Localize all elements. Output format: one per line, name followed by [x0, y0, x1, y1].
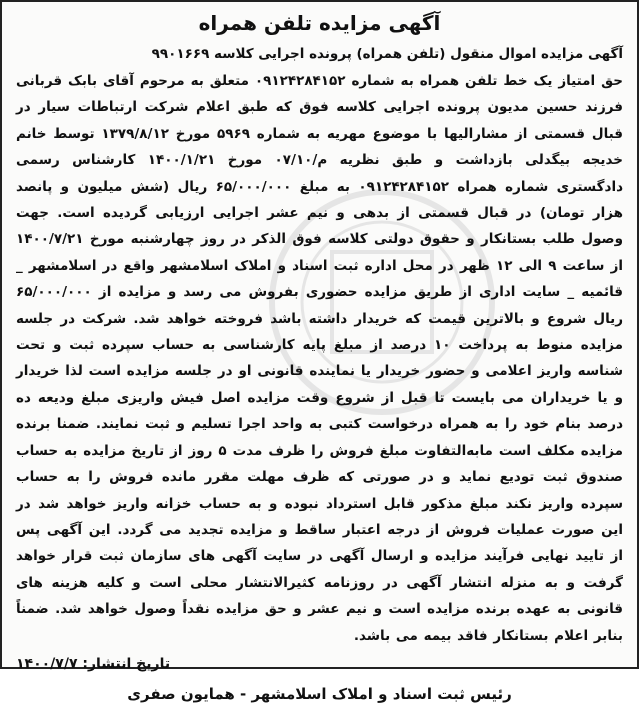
notice-body: حق امتیاز یک خط تلفن همراه به شماره ۰۹۱۲۴۲۸۴۱۵۲ متعلق به مرحوم آقای بابک قربانی فرزند حسین مدیون پرونده اجرایی کلاسه فوق که طبق اعلام شرکت ارتباطات سیار در قبال قسمتی از مشارالیها با موضوع مهریه به شماره ۵۹۶۹ مورخ ۱۳۷۹/۸/۱۲ توسط خانم خدیجه بیگدلی بازداشت و طبق نظریه م/۰۷/۱۰ مورخ ۱۴۰۰/۱/۲۱ کارشناس رسمی دادگستری شماره همراه ۰۹۱۲۴۲۸۴۱۵۲ به مبلغ ۶۵/۰۰۰/۰۰۰ ریال (شش میلیون و پانصد هزار تومان) در قبال قسمتی از بدهی و نیم عشر اجرایی ارزیابی گردیده است. جهت وصول طلب بستانکار و حقوق دولتی کلاسه فوق الذکر در روز چهارشنبه مورخ ۱۴۰۰/۷/۲۱ از ساعت ۹ الی ۱۲ ظهر در محل اداره ثبت اسناد و املاک اسلامشهر واقع در اسلامشهر _ قائمیه _ سایت اداری از طریق مزایده حضوری بفروش می رسد و مزایده از ۶۵/۰۰۰/۰۰۰ ریال شروع و بالاترین قیمت که خریدار داشته باشد فروخته خواهد شد. شرکت در جلسه مزایده منوط به پرداخت ۱۰ درصد از مبلغ پایه کارشناسی به حساب سپرده ثبت و تحت شناسه واریز اعلامی و حضور خریدار یا نماینده قانونی او در جلسه مزایده است لذا خریدار و یا خریداران می بایست تا قبل از شروع وقت مزایده اصل فیش واریزی مبلغ ودیعه ده درصد بنام خود را به همراه درخواست کتبی به واحد اجرا تسلیم و ثبت نمایند. ضمنا برنده مزایده مکلف است مابه‌التفاوت مبلغ فروش را ظرف مدت ۵ روز از تاریخ مزایده به حساب صندوق ثبت تودیع نماید و در صورتی که ظرف مهلت مقرر مانده فروش را به حساب سپرده واریز نکند مبلغ مذکور قابل استرداد نبوده و به حساب خزانه واریز خواهد شد در این صورت عملیات فروش از درجه اعتبار ساقط و مزایده تجدید می گردد. این آگهی پس از تایید نهایی فرآیند مزایده و ارسال آگهی در سایت آگهی های سازمان ثبت قرار خواهد گرفت و به منزله انتشار آگهی در روزنامه کثیرالانتشار محلی است و کلیه هزینه های قانونی به عهده برنده مزایده است و نیم عشر و حق مزایده نقداً وصول خواهد شد. ضمناً بنابر اعلام بستانکار فاقد بیمه می باشد.: [16, 73, 624, 644]
notice-subtitle: آگهی مزایده اموال منقول (تلفن همراه) پرونده اجرایی کلاسه ۹۹۰۱۶۶۹: [151, 46, 623, 62]
notice-title: آگهی مزایده تلفن همراه: [198, 11, 441, 35]
publication-date: تاریخ انتشار: ۱۴۰۰/۷/۷: [16, 655, 171, 672]
notice-content: [16, 8, 624, 703]
signature-line: رئیس ثبت اسناد و املاک اسلامشهر - همایون صفری: [127, 684, 512, 703]
